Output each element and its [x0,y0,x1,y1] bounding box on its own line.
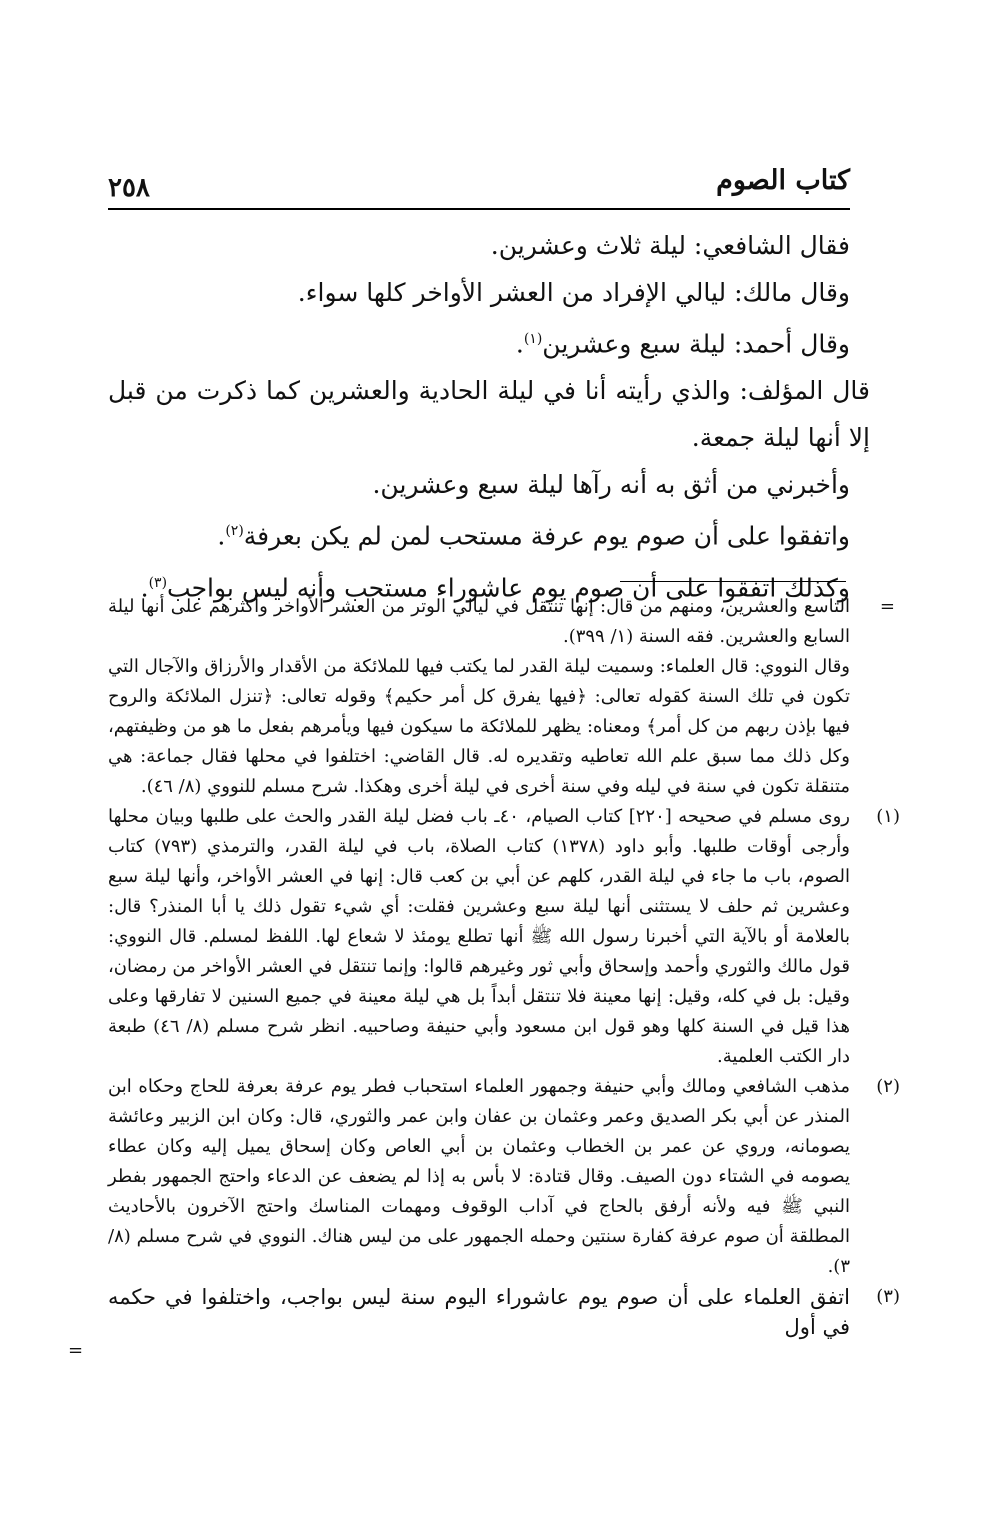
footnotes [108,592,900,1342]
footnote-text: روى مسلم في صحيحه [٢٢٠] كتاب الصيام، ٤٠ـ باب فضل ليلة القدر والحث على طلبها وبيان محلها وأرجى أوقات طلبها. وأبو داود (١٣٧٨) كتاب الصلاة، باب في ليلة القدر، والترمذي (٧٩٣) كتاب الصوم، باب ما جاء في ليلة القدر، كلهم عن أبي بن كعب قال: إنها في العشر الأواخر، وأنها ليلة سبع وعشرين ثم حلف لا يستثنى أنها ليلة سبع وعشرين فقلت: أي شيء تقول ذلك يا أبا المنذر؟ قال: بالعلامة أو بالآية التي أخبرنا رسول الله ﷺ أنها تطلع يومئذ لا شعاع لها. اللفظ لمسلم. قال النووي: قول مالك والثوري وأحمد وإسحاق وأبي ثور وغيرهم قالوا: وإنما تنتقل في العشر الأواخر من رمضان، وقيل: بل في كله، وقيل: إنها معينة فلا تنتقل أبداً بل هي ليلة معينة في جميع السنين لا تفارقها وعلى هذا قيل في السنة كلها وهو قول ابن مسعود وأبي حنيفة وصاحبيه. انظر شرح مسلم (٨/ ٤٦) طبعة دار الكتب العلمية. [108,806,850,1067]
footnote-paragraph: التاسع والعشرين، ومنهم من قال: إنها تنتقل في ليالي الوتر من العشر الأواخر وأكثرهم على أنها ليلة السابع والعشرين. فقه السنة (١/ ٣٩٩). [108,596,850,647]
page-header [108,165,850,209]
main-line: وكذلك اتفقوا على أن صوم يوم عاشوراء مستحب وأنه ليس بواجب$^{(٣)}$. [140,572,850,602]
main-text [108,222,870,611]
footnote-text: مذهب الشافعي ومالك وأبي حنيفة وجمهور العلماء استحباب فطر يوم عرفة بعرفة للحاج وحكاه ابن المنذر عن أبي بكر الصديق وعمر وعثمان بن عفان وابن عمر والثوري، قال: وكان ابن الزبير وعائشة يصومانه، وروي عن عمر بن الخطاب وعثمان بن أبي العاص وكان إسحاق يميل إليه وكان عطاء يصومه في الشتاء دون الصيف. وقال قتادة: لا بأس به إذا لم يضعف عن الدعاء واحتج الجمهور بفطر النبي ﷺ فيه ولأنه أرفق بالحاج في آداب الوقوف ومهمات المناسك واحتج الآخرون بالأحاديث المطلقة أن صوم عرفة كفارة سنتين وحمله الجمهور على من ليس هناك. النووي في شرح مسلم (٨/ ٣). [108,1076,850,1277]
main-line: وقال مالك: ليالي الإفراد من العشر الأواخر كلها سواء. [297,278,850,307]
footnote-ref[interactable]: (١) [523,331,543,347]
footnote-number: (٣) [876,1286,900,1307]
footnote-2 [108,1072,900,1282]
footnote-rule [620,581,846,582]
main-line: قال المؤلف: والذي رأيته أنا في ليلة الحادية والعشرين كما ذكرت من قبل إلا أنها ليلة جمعة. [108,376,870,453]
footnote-number: (٢) [876,1076,900,1097]
continuation-mark: = [879,596,895,617]
main-line: وقال أحمد: ليلة سبع وعشرين$^{(١)}$. [515,329,850,359]
main-line: وأخبرني من أثق به أنه رآها ليلة سبع وعشرين. [372,470,850,500]
footnote-continuation [108,592,895,802]
footnote-ref[interactable]: (٢) [225,523,244,540]
footnote-1 [108,802,900,1072]
next-page-mark: = [68,1340,84,1361]
footnote-text: اتفق العلماء على أن صوم يوم عاشوراء اليوم سنة ليس بواجب، واختلفوا في حكمه في أول [108,1285,850,1339]
main-line: واتفقوا على أن صوم يوم عرفة مستحب لمن لم يكن بعرفة$^{(٢)}$. [217,521,850,551]
footnote-ref[interactable]: (٣) [148,574,168,591]
page-number: ٢٥٨ [108,173,150,203]
main-line: فقال الشافعي: ليلة ثلاث وعشرين. [490,231,850,260]
footnote-paragraph: وقال النووي: قال العلماء: وسميت ليلة القدر لما يكتب فيها للملائكة من الأقدار والأرزاق والآجال التي تكون في تلك السنة كقوله تعالى: ﴿فيها يفرق كل أمر حكيم﴾ وقوله تعالى: ﴿تنزل الملائكة والروح فيها بإذن ربهم من كل أمر﴾ ومعناه: يظهر للملائكة ما سيكون فيها ويأمرهم بفعل ما هو من وظيفتهم، وكل ذلك مما سبق علم الله تعاطيه وتقديره له. قال القاضي: اختلفوا في محلها فقال جماعة: هي متنقلة تكون في سنة في ليله وفي سنة أخرى في ليلة أخرى وهكذا. شرح مسلم للنووي (٨/ ٤٦). [108,656,850,797]
running-title: كتاب الصوم [716,165,850,196]
footnote-number: (١) [876,806,900,827]
header-rule [108,208,850,210]
footnote-3 [108,1282,900,1342]
